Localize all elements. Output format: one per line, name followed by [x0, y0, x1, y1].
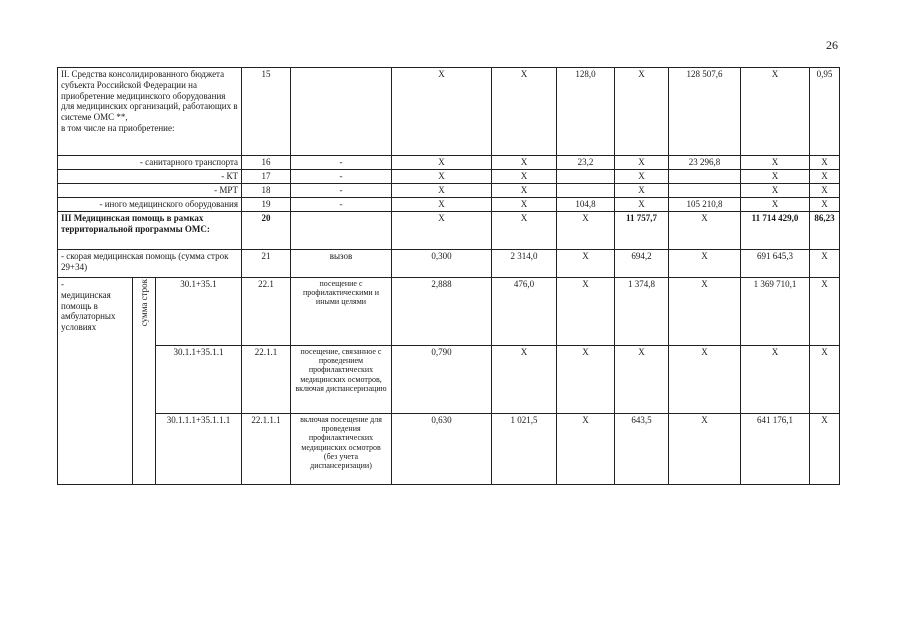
row-label: - КТ [58, 170, 242, 184]
row-number: 22.1.1.1 [242, 414, 291, 485]
row-unit: посещение с профилактическими и иными целями [291, 278, 392, 346]
table-cell: 0,630 [392, 414, 492, 485]
table-cell: 104,8 [557, 198, 615, 212]
table-cell: 476,0 [492, 278, 557, 346]
table-cell: 23 296,8 [669, 156, 741, 170]
table-cell: 2 314,0 [492, 250, 557, 278]
row-sum: 30.1+35.1 [156, 278, 242, 346]
row-unit: - [291, 198, 392, 212]
row-unit: - [291, 184, 392, 198]
table-cell: 1 021,5 [492, 414, 557, 485]
table-cell: Х [557, 414, 615, 485]
table-cell: Х [741, 184, 810, 198]
table-cell [557, 184, 615, 198]
sum-rows-text: сумма строк [138, 279, 149, 327]
table-row [58, 170, 840, 184]
table-cell: 128,0 [557, 68, 615, 156]
table-cell: 0,300 [392, 250, 492, 278]
table-cell: 0,790 [392, 346, 492, 414]
table-cell: 11 757,7 [615, 212, 669, 250]
table-cell: Х [392, 68, 492, 156]
table-cell: Х [492, 184, 557, 198]
table-cell: 128 507,6 [669, 68, 741, 156]
row-label: - МРТ [58, 184, 242, 198]
page-number: 26 [826, 38, 838, 52]
table-cell: Х [557, 250, 615, 278]
table-cell: 691 645,3 [741, 250, 810, 278]
table-cell: Х [741, 68, 810, 156]
table-cell: 641 176,1 [741, 414, 810, 485]
table-row [58, 250, 840, 278]
table-cell: Х [810, 156, 840, 170]
table-cell: 23,2 [557, 156, 615, 170]
table-cell: Х [741, 170, 810, 184]
table-cell: Х [810, 346, 840, 414]
table-cell: 694,2 [615, 250, 669, 278]
program-table [57, 67, 840, 485]
row-number: 15 [242, 68, 291, 156]
table-cell: Х [669, 278, 741, 346]
table-row [58, 68, 840, 156]
table-cell: Х [615, 156, 669, 170]
table-cell: Х [492, 198, 557, 212]
table-cell: 105 210,8 [669, 198, 741, 212]
row-unit: - [291, 156, 392, 170]
row-number: 18 [242, 184, 291, 198]
row-label: - санитарного транспорта [58, 156, 242, 170]
row-number: 19 [242, 198, 291, 212]
table-cell: Х [615, 68, 669, 156]
row-unit: включая посещение для проведения профилактических медицинских осмотров (без учета диспансеризации) [291, 414, 392, 485]
table-cell: Х [492, 68, 557, 156]
table-cell: Х [492, 156, 557, 170]
table-cell: Х [669, 212, 741, 250]
row-label: - скорая медицинская помощь (сумма строк 29+34) [58, 250, 242, 278]
table-cell: Х [557, 212, 615, 250]
table-cell: Х [669, 414, 741, 485]
row-unit: посещение, связанное с проведением профилактических медицинских осмотров, включая диспансеризацию [291, 346, 392, 414]
table-row [58, 156, 840, 170]
row-number: 20 [242, 212, 291, 250]
row-unit [291, 68, 392, 156]
table-row [58, 212, 840, 250]
table-cell [669, 184, 741, 198]
table-row [58, 346, 840, 414]
table-cell [557, 170, 615, 184]
table-cell: Х [492, 212, 557, 250]
table-cell: Х [810, 278, 840, 346]
table-cell: Х [810, 250, 840, 278]
table-cell: Х [557, 346, 615, 414]
table-cell: Х [492, 170, 557, 184]
row-label: III Медицинская помощь в рамках территориальной программы ОМС: [58, 212, 242, 250]
table-cell: Х [810, 184, 840, 198]
table-cell [669, 170, 741, 184]
table-cell: Х [810, 170, 840, 184]
row-sum: 30.1.1+35.1.1 [156, 346, 242, 414]
table-cell: Х [392, 184, 492, 198]
row-label: - иного медицинского оборудования [58, 198, 242, 212]
table-row [58, 278, 840, 346]
table-cell: 1 369 710,1 [741, 278, 810, 346]
table-cell: 1 374,8 [615, 278, 669, 346]
table-cell: Х [741, 156, 810, 170]
table-cell: Х [392, 198, 492, 212]
table-cell: Х [615, 170, 669, 184]
table-cell: Х [492, 346, 557, 414]
table-cell: 86,23 [810, 212, 840, 250]
row-unit: - [291, 170, 392, 184]
table-row [58, 414, 840, 485]
table-cell: Х [615, 198, 669, 212]
row-label: II. Средства консолидированного бюджета субъекта Российской Федерации на приобретение медицинского оборудования для медицинских организаций, работающих в системе ОМС **, в том числе на приобретение: [58, 68, 242, 156]
table-cell: Х [392, 212, 492, 250]
table-cell: Х [557, 278, 615, 346]
row-sum: 30.1.1.1+35.1.1.1 [156, 414, 242, 485]
row-unit [291, 212, 392, 250]
outpatient-label: - медицинская помощь в амбулаторных условиях [58, 278, 133, 485]
table-cell: Х [615, 346, 669, 414]
table-cell: Х [741, 198, 810, 212]
table-cell: 643,5 [615, 414, 669, 485]
row-number: 22.1 [242, 278, 291, 346]
table-cell: Х [810, 414, 840, 485]
table-row [58, 198, 840, 212]
row-unit: вызов [291, 250, 392, 278]
table-cell: Х [392, 156, 492, 170]
row-number: 17 [242, 170, 291, 184]
table-cell: Х [615, 184, 669, 198]
row-number: 22.1.1 [242, 346, 291, 414]
table-cell: Х [669, 346, 741, 414]
table-row [58, 184, 840, 198]
sum-rows-label [133, 278, 156, 485]
table-cell: 0,95 [810, 68, 840, 156]
row-number: 21 [242, 250, 291, 278]
table-cell: Х [392, 170, 492, 184]
table-cell: 11 714 429,0 [741, 212, 810, 250]
table-cell: Х [741, 346, 810, 414]
table-cell: 2,888 [392, 278, 492, 346]
table-cell: Х [669, 250, 741, 278]
table-cell: Х [810, 198, 840, 212]
row-number: 16 [242, 156, 291, 170]
